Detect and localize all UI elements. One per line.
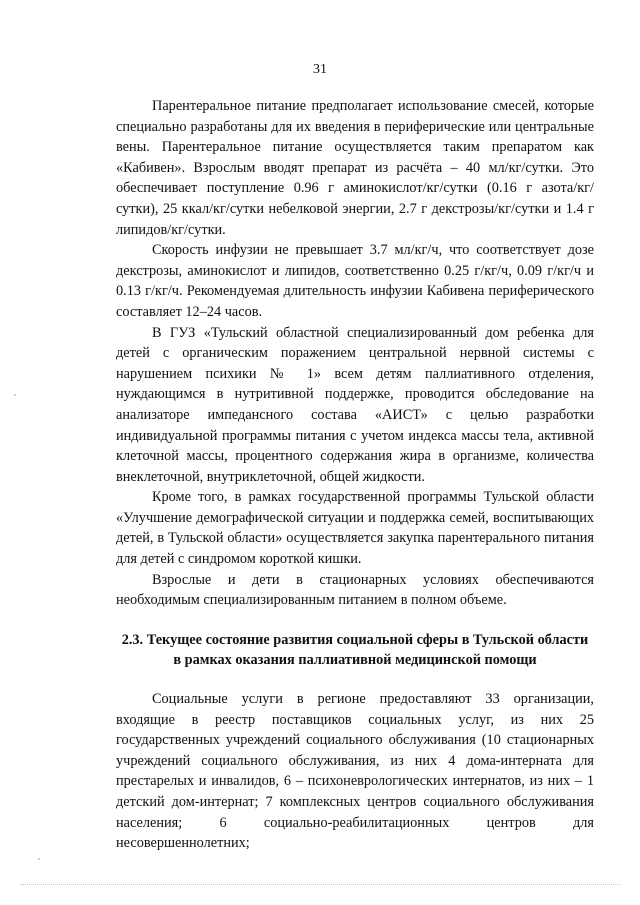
paragraph-impedance-analysis: В ГУЗ «Тульский областной специализированный дом ребенка для детей с органическим поражением центральной нервной системы с нарушением психики № 1» всем детям паллиативного отделения, нуждающимся в нутритивной поддержке, проводится обследование на анализаторе импедансного состава «АИСТ» с целью разработки индивидуальной программы питания с учетом индекса массы тела, активной клеточной массы, процентного содержания жира в организме, количества внеклеточной, внутриклеточной, общей жидкости. xyxy=(116,324,594,485)
section-heading-line-2: в рамках оказания паллиативной медицинской помощи xyxy=(173,652,537,669)
section-heading xyxy=(116,630,594,671)
section-heading-line-1: 2.3. Текущее состояние развития социальной сферы в Тульской области xyxy=(121,631,589,648)
scan-speck xyxy=(38,858,40,860)
paragraph-state-program: Кроме того, в рамках государственной программы Тульской области «Улучшение демографической ситуации и поддержка семей, воспитывающих детей, в Тульской области» осуществляется закупка парентерального питания для детей с синдромом короткой кишки. xyxy=(116,489,594,568)
scan-speck xyxy=(14,394,16,396)
scan-artifact-line xyxy=(20,884,620,888)
paragraph-parenteral-nutrition: Парентеральное питание предполагает использование смесей, которые специально разработаны для их введения в периферические или центральные вены. Парентеральное питание осуществляется таким препаратом как «Кабивен». Взрослым вводят препарат из расчёта – 40 мл/кг/сутки. Это обеспечивает поступление 0.96 г аминокислот/кг/сутки (0.16 г азота/кг/сутки), 25 ккал/кг/сутки небелковой энергии, 2.7 г декстрозы/кг/сутки и 1.4 г липидов/кг/сутки. xyxy=(116,98,594,238)
page-number: 31 xyxy=(313,62,327,77)
paragraph-social-services: Социальные услуги в регионе предоставляют 33 организации, входящие в реестр поставщиков социальных услуг, из них 25 государственных учреждений социального обслуживания (10 стационарных учреждений социального обслуживания, из них 4 дома-интерната для престарелых и инвалидов, 6 – психоневрологических интернатов, из них – 1 детский дом-интернат; 7 комплексных центров социального обслуживания населения; 6 социально-реабилитационных центров для несовершеннолетних; xyxy=(116,691,594,852)
paragraph-inpatient-nutrition: Взрослые и дети в стационарных условиях обеспечиваются необходимым специализированным питанием в полном объеме. xyxy=(116,571,594,609)
page-body xyxy=(116,96,594,854)
paragraph-infusion-rate: Скорость инфузии не превышает 3.7 мл/кг/ч, что соответствует дозе декстрозы, аминокислот и липидов, соответственно 0.25 г/кг/ч, 0.09 г/кг/ч и 0.13 г/кг/ч. Рекомендуемая длительность инфузии Кабивена периферического составляет 12–24 часов. xyxy=(116,242,594,320)
